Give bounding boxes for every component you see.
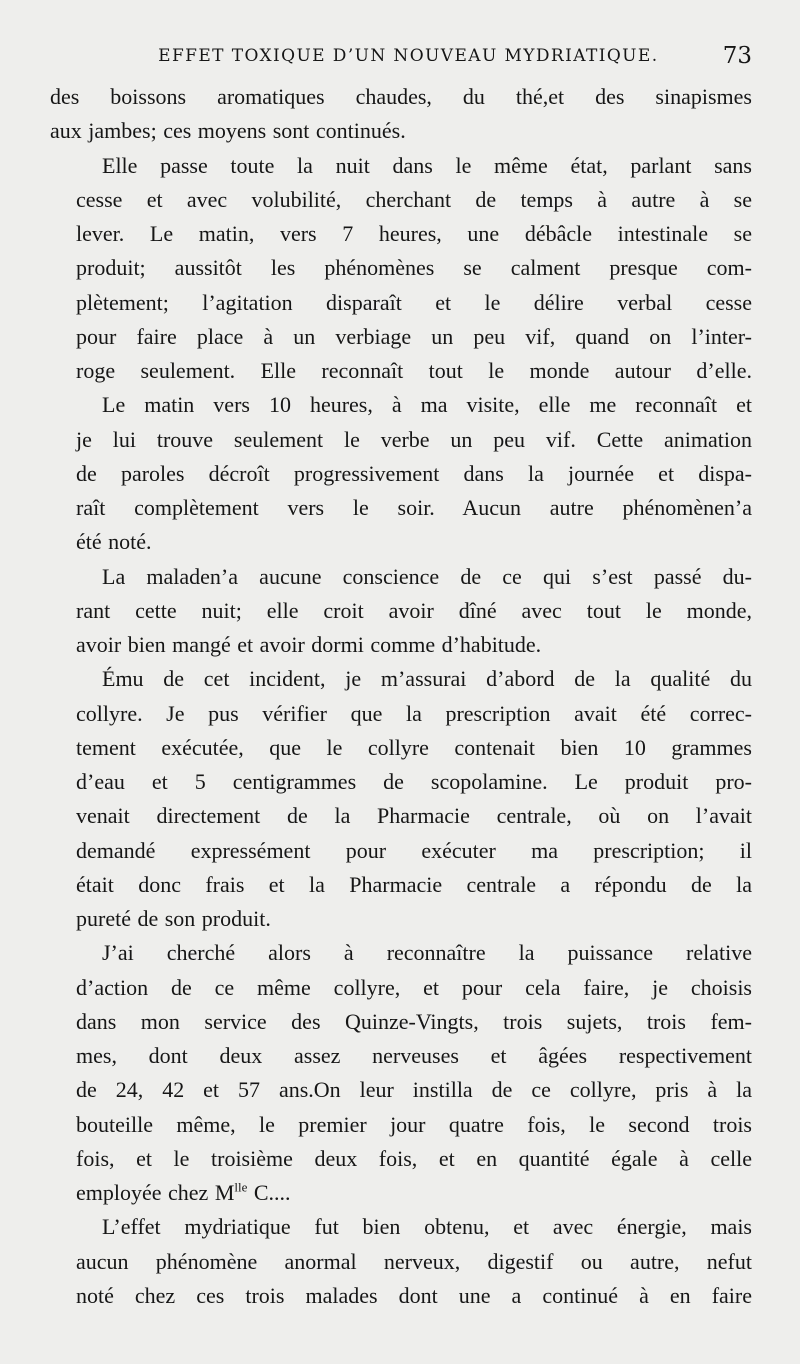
body-text — [50, 80, 752, 1313]
text-line: cesse et avec volubilité, cherchant de temps à autre à se — [76, 186, 752, 212]
page-number: 73 — [722, 43, 752, 69]
text-line: mes, dont deux assez nerveuses et âgées respectivement — [76, 1043, 752, 1068]
text-line: J’ai cherché alors à reconnaître la puissance relative — [102, 940, 752, 966]
text-line: demandé expressément pour exécuter ma prescription; il — [76, 837, 752, 863]
text-line: Elle passe toute la nuit dans le même état, parlant sans — [102, 152, 752, 178]
text-line: produit; aussitôt les phénomènes se calment presque com- — [76, 255, 752, 281]
text-line: dans mon service des Quinze-Vingts, trois sujets, trois fem- — [76, 1008, 752, 1034]
text-fragment: employée chez M — [76, 1180, 235, 1205]
text-line: avoir bien mangé et avoir dormi comme d’habitude. — [76, 632, 542, 657]
text-line: aux jambes; ces moyens sont continués. — [50, 118, 406, 144]
text-line: venait directement de la Pharmacie centrale, où on l’avait — [76, 803, 752, 829]
text-line: pureté de son produit. — [76, 906, 271, 931]
running-head — [50, 40, 752, 72]
text-line: aucun phénomène anormal nerveux, digestif ou autre, nefut — [76, 1248, 752, 1274]
paragraph-5 — [50, 662, 752, 936]
text-line: pour faire place à un verbiage un peu vif, quand on l’inter- — [76, 323, 752, 349]
text-line: roge seulement. Elle reconnaît tout le monde autour d’elle. — [76, 358, 752, 383]
text-line: Ému de cet incident, je m’assurai d’abord de la qualité du — [102, 666, 752, 692]
paragraph-4 — [50, 560, 752, 663]
text-line: La maladen’a aucune conscience de ce qui s’est passé du- — [102, 563, 752, 589]
text-line: Le matin vers 10 heures, à ma visite, elle me reconnaît et — [102, 392, 752, 418]
text-line: plètement; l’agitation disparaît et le délire verbal cesse — [76, 289, 752, 315]
text-line: été noté. — [76, 529, 152, 555]
text-line: rant cette nuit; elle croit avoir dîné avec tout le monde, — [76, 597, 752, 623]
text-line: des boissons aromatiques chaudes, du thé,et des sinapismes — [50, 84, 752, 109]
superscript-abbreviation: lle — [234, 1179, 248, 1195]
text-line: d’eau et 5 centigrammes de scopolamine. Le produit pro- — [76, 769, 752, 794]
text-line: de paroles décroît progressivement dans la journée et dispa- — [76, 460, 752, 486]
text-line: raît complètement vers le soir. Aucun autre phénomènen’a — [76, 495, 752, 520]
running-title: EFFET TOXIQUE D’UN NOUVEAU MYDRIATIQUE. — [158, 46, 659, 66]
text-line: tement exécutée, que le collyre contenait bien 10 grammes — [76, 734, 752, 760]
paragraph-1 — [50, 80, 752, 149]
text-fragment: C.... — [247, 1180, 291, 1205]
text-line: fois, et le troisième deux fois, et en quantité égale à celle — [76, 1145, 752, 1171]
text-line: d’action de ce même collyre, et pour cela faire, je choisis — [76, 974, 752, 1000]
text-line: lever. Le matin, vers 7 heures, une débâcle intestinale se — [76, 221, 752, 246]
text-line: L’effet mydriatique fut bien obtenu, et avec énergie, mais — [102, 1214, 752, 1240]
text-line: était donc frais et la Pharmacie centrale a répondu de la — [76, 871, 752, 897]
text-line: je lui trouve seulement le verbe un peu vif. Cette animation — [76, 426, 752, 452]
paragraph-3 — [50, 388, 752, 559]
text-line: collyre. Je pus vérifier que la prescription avait été correc- — [76, 700, 752, 726]
text-line: noté chez ces trois malades dont une a continué à en faire — [76, 1282, 752, 1308]
paragraph-6 — [50, 936, 752, 1210]
text-line: de 24, 42 et 57 ans.On leur instilla de ce collyre, pris à la — [76, 1077, 752, 1103]
paragraph-7 — [50, 1210, 752, 1313]
paragraph-2 — [50, 149, 752, 389]
text-line: bouteille même, le premier jour quatre fois, le second trois — [76, 1111, 752, 1137]
text-line — [50, 1176, 752, 1210]
